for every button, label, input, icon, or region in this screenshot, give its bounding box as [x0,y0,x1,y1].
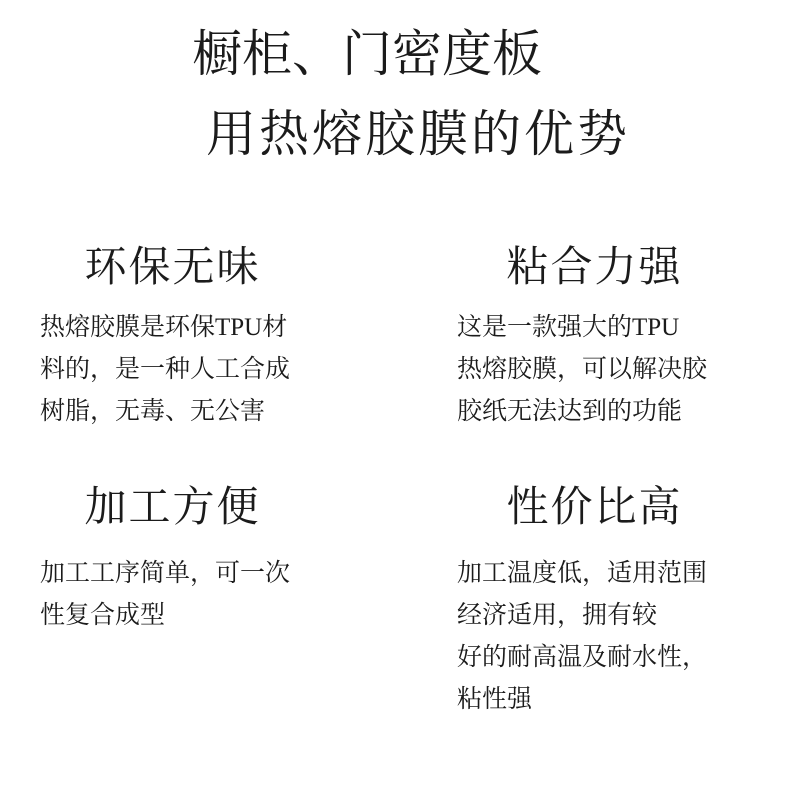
feature-strong-adhesion-heading: 粘合力强 [506,245,683,291]
feature-body-line: 好的耐高温及耐水性， [457,644,708,671]
feature-body-line: 这是一款强大的TPU [457,314,680,341]
feature-eco-friendly [40,243,305,433]
feature-body-line: 胶纸无法达到的功能 [457,398,683,425]
feature-easy-processing [40,483,305,637]
feature-body-line: 加工温度低，适用范围 [457,560,708,587]
feature-body-line: 性复合成型 [40,602,166,629]
feature-body-line: 料的，是一种人工合成 [40,356,291,383]
feature-body-line: 加工工序简单，可一次 [40,560,291,587]
feature-body-line: 树脂，无毒、无公害 [40,398,266,425]
feature-easy-processing-body [40,553,305,637]
feature-body-line: 热熔胶膜，可以解决胶 [457,356,708,383]
feature-eco-friendly-heading: 环保无味 [84,245,261,291]
poster-title-line-1: 橱柜、门密度板 [192,26,542,82]
feature-eco-friendly-body [40,307,305,433]
feature-body-line: 热熔胶膜是环保TPU材 [40,314,288,341]
feature-cost-effective-heading: 性价比高 [506,485,683,531]
feature-body-line: 粘性强 [457,686,533,713]
feature-cost-effective-body [457,553,732,721]
feature-body-line: 经济适用，拥有较 [457,602,658,629]
feature-strong-adhesion [457,243,732,433]
feature-cost-effective [457,483,732,721]
feature-strong-adhesion-body [457,307,732,433]
feature-easy-processing-heading: 加工方便 [84,485,261,531]
poster-title-line-2: 用热熔胶膜的优势 [206,106,630,162]
